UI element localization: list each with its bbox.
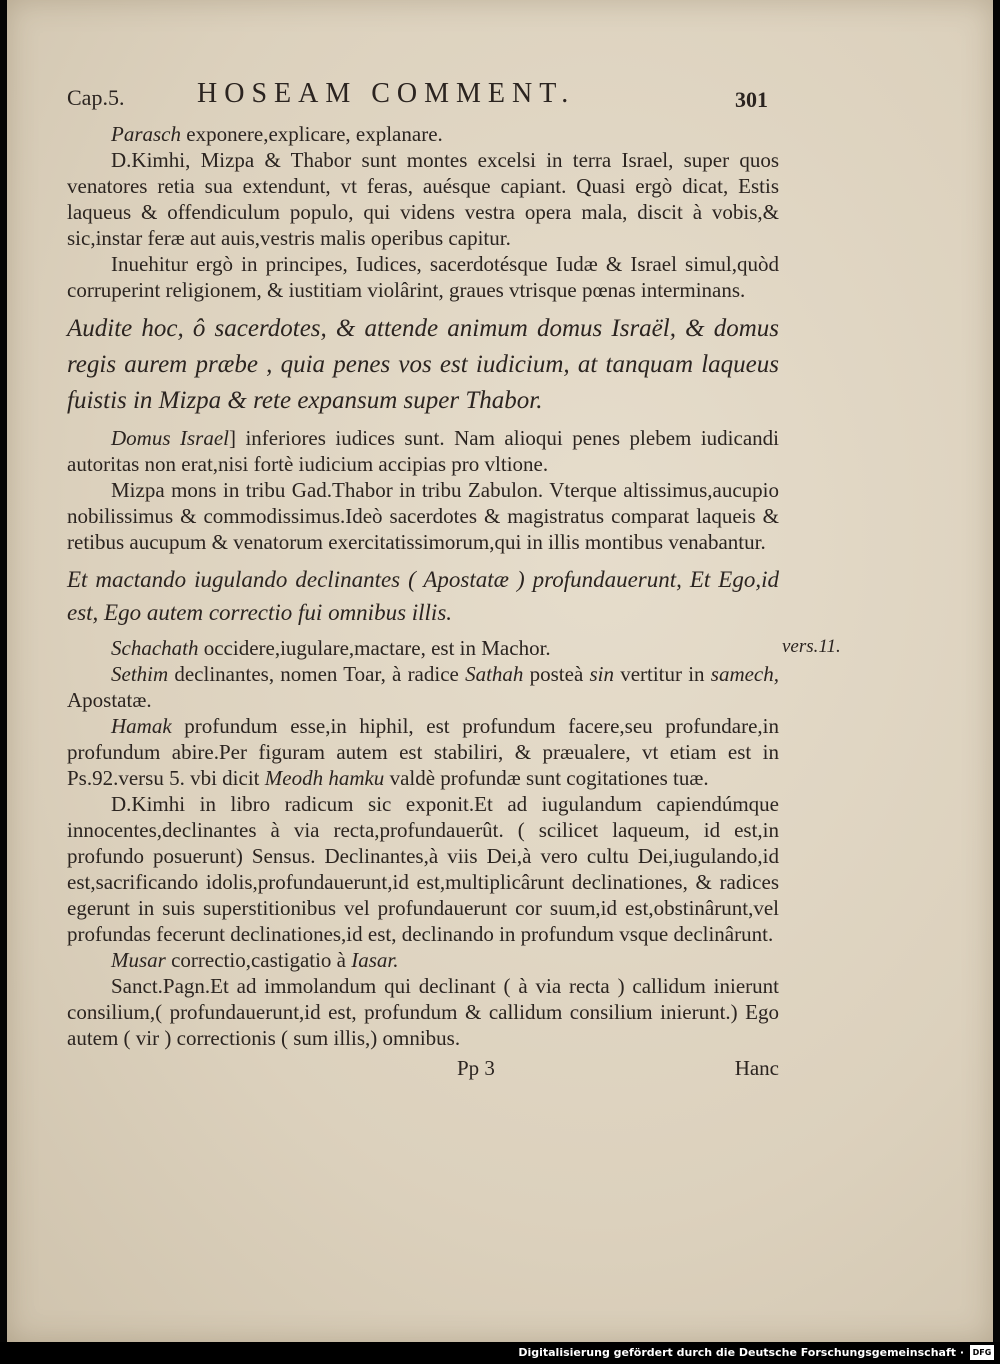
paragraph [67, 147, 779, 251]
text-run: domus Israël, & domus regis aurem præbe , quia penes vos est iudicium, at tanquam laqueus fuistis in Mizpa & rete expansum super Thabor. [67, 315, 779, 414]
text-run: occidere,iugulare,mactare, est in Machor. [198, 636, 551, 660]
text-run: vertitur in [614, 662, 711, 686]
paragraph [67, 121, 779, 147]
text-block [67, 78, 779, 1081]
text-run: D.Kimhi in libro radicum sic exponit.Et ad iugulandum capiendúmque innocentes,declinantes à via recta,profundauerût. ( scilicet laqueum, id est,in profundo posuerunt) Sensus. Declinantes,à viis Dei,à vero cultu Dei,iugulando,id est,sacrificando idolis,profundauerunt,id est,multiplicârunt declinationes, & radices egerunt in suis superstitionibus vel profundauerunt cor suum,id est,obstinârunt,vel profundas fecerunt declinationes,id est, declinando in profundum vsque declinârunt. [67, 792, 779, 946]
text-run: Parasch [111, 122, 181, 146]
paragraph [67, 251, 779, 303]
text-run: Inuehitur ergò in principes, Iudices, sacerdotésque Iudæ & Israel simul,quòd corruperint religionem, & iustitiam violârint, graues vtrisque pœnas interminans. [67, 252, 779, 302]
text-run: ] inferiores iudices sunt. Nam alioqui penes plebem iudicandi autoritas non erat,nisi fortè iudicium accipias pro vltione. [67, 426, 779, 476]
paragraph [67, 791, 779, 947]
book-page [7, 0, 993, 1342]
digitization-credit-bar [0, 1342, 1000, 1364]
text-run: animum [438, 315, 537, 342]
running-title: HOSEAM COMMENT. [197, 78, 576, 109]
text-run: declinantes [295, 567, 401, 592]
text-run: valdè profundæ sunt cogitationes tuæ. [384, 766, 709, 790]
text-run: exponere,explicare, explanare. [181, 122, 443, 146]
text-run: correctio,castigatio à [165, 948, 352, 972]
page-number: 301 [735, 87, 768, 112]
paragraph [67, 973, 779, 1051]
text-run: Sethim [111, 662, 169, 686]
verse-text-2 [67, 563, 779, 629]
text-run: Sathah [465, 662, 524, 686]
text-run: Apostatæ. [67, 688, 152, 712]
chapter-label: Cap.5. [67, 85, 125, 110]
text-run: posteà [523, 662, 590, 686]
text-run: Hamak [111, 714, 172, 738]
text-run: iugulando [186, 567, 296, 592]
catchword: Hanc [734, 1056, 779, 1080]
text-run: Iasar. [351, 948, 399, 972]
paragraph [67, 661, 779, 713]
verse-text-1 [67, 311, 779, 419]
text-run: id est, Ego autem [67, 567, 779, 625]
text-run: correctio [208, 600, 293, 625]
paragraph [67, 477, 779, 555]
paragraph [67, 635, 779, 661]
text-run: ( Apostatæ ) [400, 567, 533, 592]
commentary-section-2 [67, 425, 779, 555]
text-run: Schachath [111, 636, 199, 660]
margin-verse-note: vers.11. [782, 636, 841, 657]
text-run: profundum esse,in hiphil, est profundum facere,seu profundare,in profundum abire.Per figuram autem est stabiliri, & præualere, vt etiam est in Ps.92.versu 5. vbi dicit [67, 714, 779, 790]
text-run: sin [589, 662, 614, 686]
dfg-credit-text: Digitalisierung gefördert durch die Deutsche Forschungsgemeinschaft · [518, 1346, 964, 1359]
commentary-section-1 [67, 121, 779, 303]
paragraph [67, 713, 779, 791]
paragraph [67, 425, 779, 477]
running-header [67, 78, 779, 119]
text-run: Domus Israel [111, 426, 229, 450]
text-run: fui [292, 600, 329, 625]
text-run: samech, [710, 662, 779, 686]
text-run: Meodh hamku [264, 766, 385, 790]
text-run: Sanct.Pagn.Et ad immolandum qui declinant ( à via recta ) callidum inierunt consilium,( profundauerunt,id est, profundum & callidum consilium inierunt.) Ego autem ( vir ) correctionis ( sum illis,) omnibus. [67, 974, 779, 1050]
commentary-section-3 [67, 635, 779, 1051]
dfg-logo: DFG [970, 1345, 994, 1360]
page-footer [67, 1055, 779, 1081]
text-run: declinantes, nomen Toar, à radice [168, 662, 466, 686]
signature-mark: Pp 3 [457, 1056, 495, 1080]
text-run: Et mactando [67, 567, 187, 592]
text-run: Audite hoc, ô sacerdotes, & attende [67, 315, 439, 342]
text-run: profundauerunt, Et Ego, [532, 567, 762, 592]
text-run: Mizpa mons in tribu Gad.Thabor in tribu Zabulon. Vterque altissimus,aucupio nobilissimus & commodissimus.Ideò sacerdotes & magistratus comparat laqueis & retibus aucupum & venatorum exercitatissimorum,qui in illis montibus venabantur. [67, 478, 779, 554]
text-run: Musar [111, 948, 166, 972]
paragraph [67, 947, 779, 973]
text-run: omnibus illis. [328, 600, 453, 625]
text-run: D.Kimhi, Mizpa & Thabor sunt montes excelsi in terra Israel, super quos venatores retia sua extendunt, vt feras, auésque capiant. Quasi ergò dicat, Estis laqueus & offendiculum populo, qui videns vestra opera mala, discit à vobis,& sic,instar feræ aut auis,vestris malis operibus capitur. [67, 148, 779, 250]
